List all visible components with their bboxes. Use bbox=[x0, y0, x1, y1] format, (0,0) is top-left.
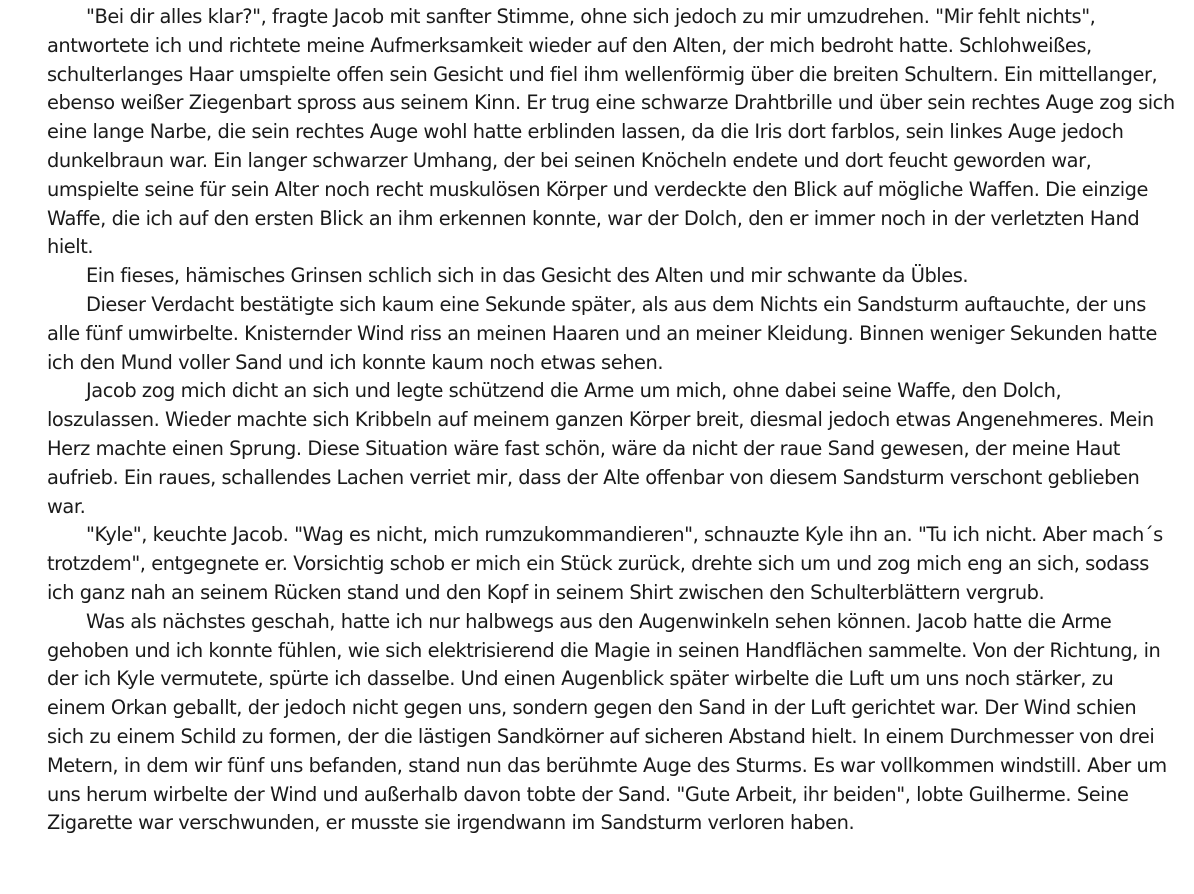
document-body bbox=[47, 3, 1177, 838]
paragraph-2: Ein fieses, hämisches Grinsen schlich sich in das Gesicht des Alten und mir schwante da Übles. bbox=[86, 264, 969, 288]
paragraph-1: "Bei dir alles klar?", fragte Jacob mit sanfter Stimme, ohne sich jedoch zu mir umzudrehen. "Mir fehlt nichts", antwortete ich und richtete meine Aufmerksamkeit wieder auf den Alten, der mich bedroht hatte. Schlohweißes, schulterlanges Haar umspielte offen sein Gesicht und fiel ihm wellenförmig über die breiten Schultern. Ein mittellanger, ebenso weißer Ziegenbart spross aus seinem Kinn. Er trug eine schwarze Drahtbrille und über sein rechtes Auge zog sich eine lange Narbe, die sein rechtes Auge wohl hatte erblinden lassen, da die Iris dort farblos, sein linkes Auge jedoch dunkelbraun war. Ein langer schwarzer Umhang, der bei seinen Knöcheln endete und dort feucht geworden war, umspielte seine für sein Alter noch recht muskulösen Körper und verdeckte den Blick auf mögliche Waffen. Die einzige Waffe, die ich auf den ersten Blick an ihm erkennen konnte, war der Dolch, den er immer noch in der verletzten Hand hielt. bbox=[47, 5, 1175, 259]
paragraph-5: "Kyle", keuchte Jacob. "Wag es nicht, mich rumzukommandieren", schnauzte Kyle ihn an. "Tu ich nicht. Aber mach´s trotzdem", entgegnete er. Vorsichtig schob er mich ein Stück zurück, drehte sich um und zog mich eng an sich, sodass ich ganz nah an seinem Rücken stand und den Kopf in seinem Shirt zwischen den Schulterblättern vergrub. bbox=[47, 523, 1163, 604]
paragraph-3: Dieser Verdacht bestätigte sich kaum eine Sekunde später, als aus dem Nichts ein Sandsturm auftauchte, der uns alle fünf umwirbelte. Knisternder Wind riss an meinen Haaren und an meiner Kleidung. Binnen weniger Sekunden hatte ich den Mund voller Sand und ich konnte kaum noch etwas sehen. bbox=[47, 292, 1157, 374]
paragraph-4: Jacob zog mich dicht an sich und legte schützend die Arme um mich, ohne dabei seine Waffe, den Dolch, loszulassen. Wieder machte sich Kribbeln auf meinem ganzen Körper breit, diesmal jedoch etwas Angenehmeres. Mein Herz machte einen Sprung. Diese Situation wäre fast schön, wäre da nicht der raue Sand gewesen, der meine Haut aufrieb. Ein raues, schallendes Lachen verriet mir, dass der Alte offenbar von diesem Sandsturm verschont geblieben war. bbox=[47, 379, 1154, 518]
paragraph-6: Was als nächstes geschah, hatte ich nur halbwegs aus den Augenwinkeln sehen können. Jacob hatte die Arme gehoben und ich konnte fühlen, wie sich elektrisierend die Magie in seinen Handflächen sammelte. Von der Richtung, in der ich Kyle vermutete, spürte ich dasselbe. Und einen Augenblick später wirbelte die Luft um uns noch stärker, zu einem Orkan geballt, der jedoch nicht gegen uns, sondern gegen den Sand in der Luft gerichtet war. Der Wind schien sich zu einem Schild zu formen, der die lästigen Sandkörner auf sicheren Abstand hielt. In einem Durchmesser von drei Metern, in dem wir fünf uns befanden, stand nun das berühmte Auge des Sturms. Es war vollkommen windstill. Aber um uns herum wirbelte der Wind und außerhalb davon tobte der Sand. "Gute Arbeit, ihr beiden", lobte Guilherme. Seine Zigarette war verschwunden, er musste sie irgendwann im Sandsturm verloren haben. bbox=[47, 609, 1167, 835]
